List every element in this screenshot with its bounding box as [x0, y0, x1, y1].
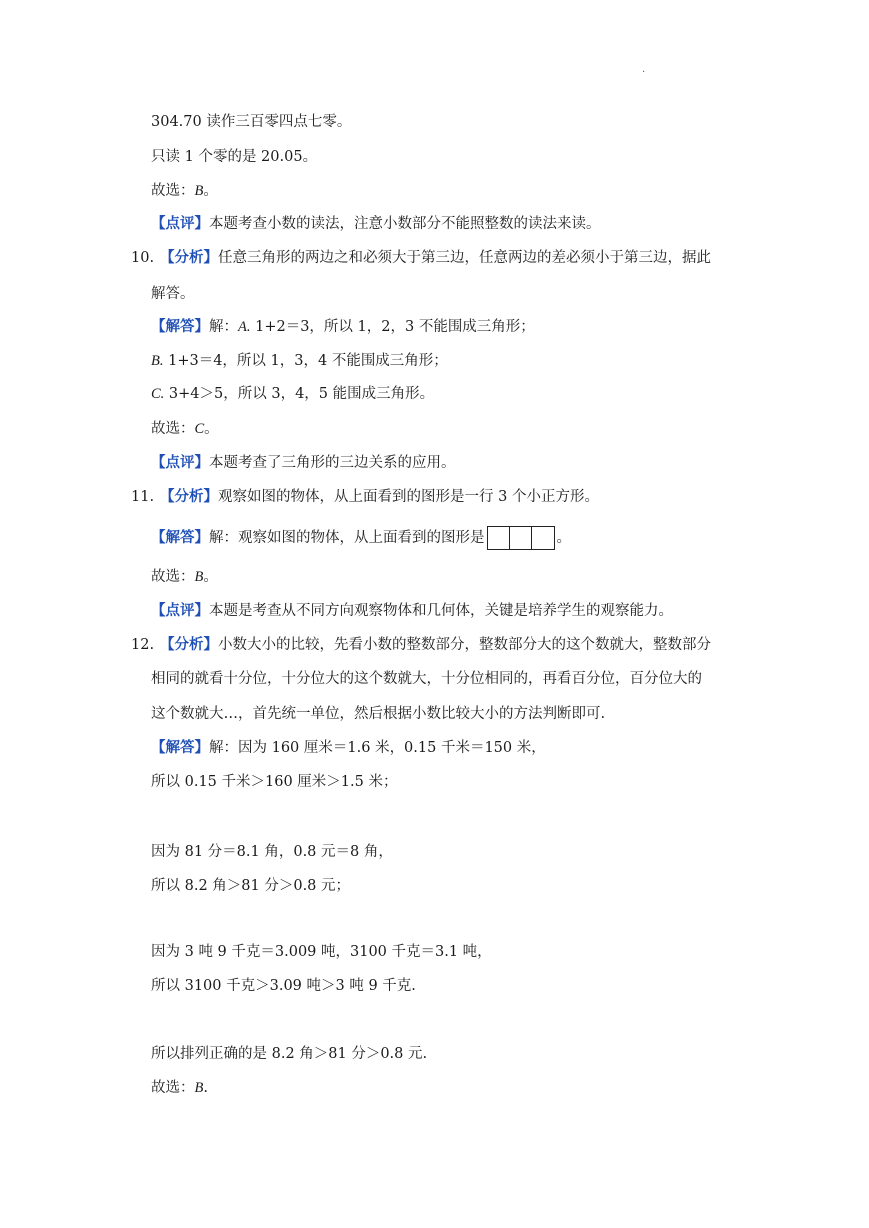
- q12-solution-4: 所以 8.2 角＞81 分＞0.8 元；: [151, 878, 351, 894]
- q9-choice: 故选：B。: [151, 183, 218, 199]
- q10-analysis-2: 解答。: [151, 286, 195, 302]
- q10-solution-c: C. 3+4＞5，所以 3，4，5 能围成三角形。: [151, 386, 435, 402]
- q10-number: 10.: [131, 250, 155, 266]
- q12-number: 12.: [131, 637, 155, 653]
- q10-analysis: 【分析】任意三角形的两边之和必须大于第三边，任意两边的差必须小于第三边，据此: [160, 249, 711, 266]
- q11-comment: 【点评】本题是考查从不同方向观察物体和几何体，关键是培养学生的观察能力。: [151, 602, 673, 619]
- three-squares-figure: [487, 526, 555, 550]
- q9-comment: 【点评】本题考查小数的读法，注意小数部分不能照整数的读法来读。: [151, 215, 601, 232]
- q12-solution-6: 所以 3100 千克＞3.09 吨＞3 吨 9 千克.: [151, 978, 416, 994]
- tag-dianping: 【点评】: [151, 602, 209, 619]
- q10-comment: 【点评】本题考查了三角形的三边关系的应用。: [151, 454, 456, 471]
- q12-solution-3: 因为 81 分＝8.1 角，0.8 元＝8 角，: [151, 844, 393, 860]
- q9-line-2: 只读 1 个零的是 20.05。: [151, 149, 318, 165]
- q12-analysis-3: 这个数就大…，首先统一单位，然后根据小数比较大小的方法判断即可.: [151, 706, 606, 722]
- tag-jieda: 【解答】: [151, 318, 209, 335]
- q12-analysis: 【分析】小数大小的比较，先看小数的整数部分，整数部分大的这个数就大，整数部分: [160, 636, 711, 653]
- tag-fenxi: 【分析】: [160, 488, 218, 505]
- q12-solution-1: 【解答】解：因为 160 厘米＝1.6 米，0.15 千米＝150 米，: [151, 739, 546, 756]
- q11-number: 11.: [131, 489, 155, 505]
- q10-choice: 故选：C。: [151, 421, 219, 437]
- tag-dianping: 【点评】: [151, 454, 209, 471]
- page-mark: .: [642, 64, 646, 75]
- tag-fenxi: 【分析】: [160, 636, 218, 653]
- q9-line-1: 304.70 读作三百零四点七零。: [151, 114, 352, 130]
- q11-choice: 故选：B。: [151, 569, 218, 585]
- tag-fenxi: 【分析】: [160, 249, 218, 266]
- q12-analysis-2: 相同的就看十分位，十分位大的这个数就大，十分位相同的，再看百分位，百分位大的: [151, 671, 702, 687]
- q12-choice: 故选：B.: [151, 1080, 208, 1096]
- q11-solution: 【解答】解：观察如图的物体，从上面看到的图形是 。: [151, 525, 571, 551]
- q10-solution-a: 【解答】解：A. 1+2＝3，所以 1，2，3 不能围成三角形；: [151, 318, 535, 335]
- q10-solution-b: B. 1+3＝4，所以 1，3，4 不能围成三角形；: [151, 353, 448, 369]
- tag-jieda: 【解答】: [151, 529, 209, 546]
- q12-solution-5: 因为 3 吨 9 千克＝3.009 吨，3100 千克＝3.1 吨，: [151, 944, 492, 960]
- q11-analysis: 【分析】观察如图的物体，从上面看到的图形是一行 3 个小正方形。: [160, 488, 599, 505]
- tag-dianping: 【点评】: [151, 215, 209, 232]
- tag-jieda: 【解答】: [151, 739, 209, 756]
- q12-solution-7: 所以排列正确的是 8.2 角＞81 分＞0.8 元.: [151, 1046, 428, 1062]
- q12-solution-2: 所以 0.15 千米＞160 厘米＞1.5 米；: [151, 774, 398, 790]
